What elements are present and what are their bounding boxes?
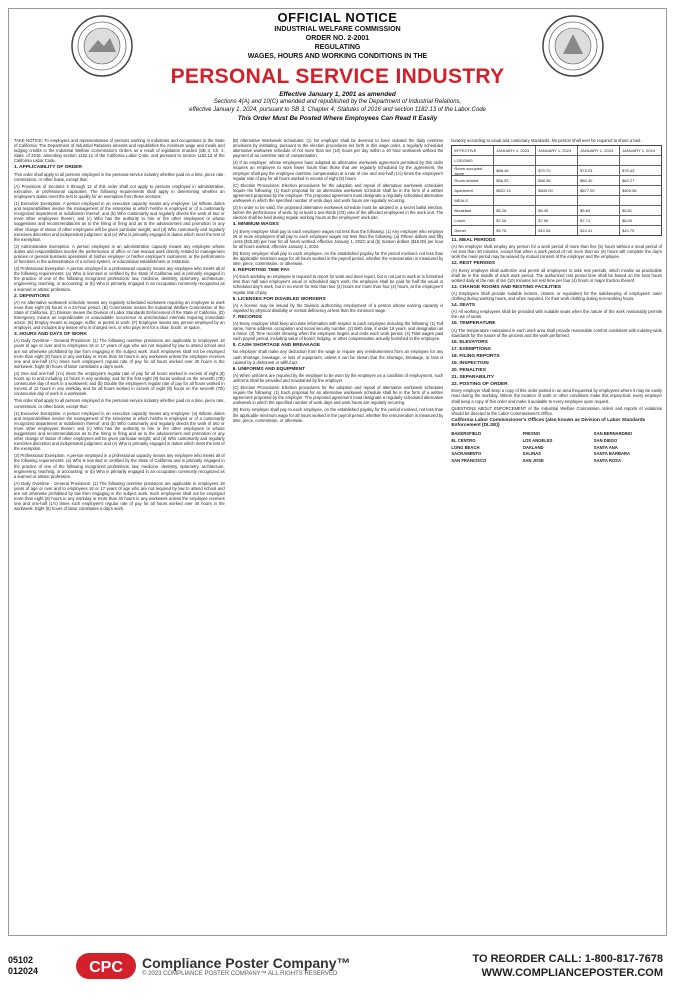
table-cell: $56.53: [494, 176, 536, 185]
table-header-cell: JANUARY 1, 2023: [578, 146, 620, 155]
table-cell: Room shared: [452, 176, 494, 185]
table-cell: $70.70: [536, 166, 578, 175]
table-cell: $58.38: [536, 176, 578, 185]
table-cell: $10.08: [536, 226, 578, 235]
posting-notice: This Order Must Be Posted Where Employees Can Read It Easily: [237, 115, 438, 122]
reorder-phone: TO REORDER CALL: 1-800-817-7678: [472, 953, 663, 965]
paragraph: (A) When uniforms are required by the employer to be worn by the employee as a condition of employment, such uniforms shall be provided and maintained by the employer.: [232, 372, 444, 383]
body-columns: [14, 138, 662, 928]
poster-footer: [8, 940, 667, 992]
section-heading: 5. REPORTING TIME PAY: [232, 268, 290, 274]
cpc-logo: [76, 951, 351, 981]
office-name: BAKERSFIELD: [451, 431, 482, 436]
table-cell: $7.74: [578, 216, 620, 225]
table-cell: [536, 196, 578, 205]
copyright-text: © 2023 COMPLIANCE POSTER COMPANY™ ALL RIGHTS RESERVED: [142, 971, 338, 977]
industry-title: PERSONAL SERVICE INDUSTRY: [170, 65, 505, 88]
paragraph: (1) Executive Exemption. A person employed in an executive capacity means any employee: (a) Whose duties and responsibilities involve the management of the enterprise in which he/she is employed or of a customarily recognized department or subdivision thereof; and (b) Who customarily and regularly directs the work of two or more other employees therein; and (c) Who has the authority to hire or fire other employees or whose suggestions and recommendations as to the hiring or firing and as to the advancement and promotion or any other change of status of other employees will be given particular weight; and (d) Who customarily and regularly exercises discretion and independent judgment; and (e) Who is primarily engaged in duties which meet the test of the exemption.: [14, 410, 225, 452]
section-heading: 13. CHANGE ROOMS AND RESTING FACILITIES: [451, 284, 561, 290]
paragraph: (C) Election Procedures: Election procedures for the adoption and repeal of alternative workweek schedules require the following: (1) Each proposal for an alternative workweek schedule shall be in the form of a written agreement proposed by the employer. The proposed agreement must designate a regularly scheduled alternative workweek in which the specified number of work days and work hours are regularly recurring.: [232, 385, 444, 406]
paragraph: (A) Provisions of Sections 3 through 12 of this order shall not apply to persons employed in administrative, executive, or professional capacities. The following requirements shall apply in determining whether an employee's duties meet the test to qualify for an exemption from those sections:: [14, 183, 225, 199]
offices-list: [451, 430, 662, 464]
paragraph: (A) Every employer shall pay to each employee wages not less than the following: (1) Any employer who employs 26 or more employees shall pay to each employee wages not less than the following: (a) Fifteen dollars and fifty cents ($15.50) per hour for all hours worked, effective January 1, 2023; and (b) Sixteen dollars ($16.00) per hour for all hours worked, effective January 1, 2024.: [232, 228, 444, 249]
table-row: [452, 206, 661, 216]
amendment-line-1: Sections 4(A) and 10(C) amended and republished by the Department of Industrial Relations,: [213, 99, 462, 105]
paragraph: (B) Alternative Workweek Schedules: (1) No employer shall be deemed to have violated the daily overtime provisions by instituting, pursuant to the election procedures set forth in this wage order, a regularly scheduled alternative workweek schedule of not more than ten (10) hours per day within a 40 hour workweek without the payment of an overtime rate of compensation.: [232, 138, 444, 159]
table-cell: $7.50: [536, 216, 578, 225]
paragraph: (2) If an employer, whose employees have adopted an alternative workweek agreement permitted by this order requires an employee to work fewer hours than those that are regularly scheduled by the agreement, the employer shall pay the employee overtime compensation at a rate of one and one-half (1½) times the employee's regular rate of pay for all hours worked in excess of eight (8) hours.: [232, 160, 444, 181]
table-cell: [620, 156, 661, 165]
table-cell: $62.27: [622, 178, 635, 184]
paragraph: (A) Every employer shall keep accurate information with respect to each employee including the following: (1) Full name, home address, occupation and social security number. (2) Birth date, if under 18 years, and designation as a minor. (3) Time records showing when the employee begins and ends each work period. (4) Total wages paid each payroll period, including value of board, lodging, or other compensation actually furnished to the employee.: [232, 321, 444, 342]
section-heading: 11. MEAL PERIODS: [451, 238, 496, 244]
offices-column: [451, 430, 519, 464]
paragraph: (3) Professional Exemption. A person employed in a professional capacity means any employee who meets all of the following requirements: (a) Who is licensed or certified by the State of California and is primarily engaged in the practice of one of the following recognized professions: law, medicine, dentistry, optometry, architecture, engineering, teaching, or accounting; or (b) Who is primarily engaged in an occupation commonly recognized as a learned or artistic profession.: [14, 266, 225, 292]
paragraph: (A) Daily Overtime - General Provisions: (1) The following overtime provisions are applicable to employees 18 years of age or over and to employees 16 or 17 years of age who are not required by law to attend school and are not otherwise prohibited by law from engaging in the subject work. Such employees shall not be employed more than eight (8) hours in any workday or more than 40 hours in any workweek unless the employee receives one and one-half (1½) times such employee's regular rate of pay for all hours worked over 40 hours in the workweek. Eight (8) hours of labor constitutes a day's work.: [14, 338, 225, 369]
table-cell: [578, 196, 620, 205]
table-cell: [494, 156, 536, 165]
poster-header: [0, 10, 675, 122]
paragraph: (B) Every employer shall pay to each employee, on the established payday for the period involved, not less than the applicable minimum wage for all hours worked in the payroll period, whether the remuneration is measured by time, piece, commission, or otherwise.: [232, 250, 444, 267]
paragraph: (A) No employer shall employ any person for a work period of more than five (5) hours without a meal period of not less than 30 minutes, except that when a work period of not more than six (6) hours will complete the day's work the meal period may be waived by mutual consent of the employer and the employee.: [451, 244, 663, 260]
table-cell: $5.28: [494, 206, 536, 215]
table-header-cell: JANUARY 1, 2024: [536, 146, 578, 155]
brand-block: [142, 955, 351, 977]
office-name: SAN JOSE: [522, 458, 544, 464]
table-cell: Dinner: [452, 226, 494, 235]
table-cell: $877.00: [578, 186, 620, 195]
product-code: 05102: [8, 955, 34, 965]
paragraph: This order shall apply to all persons employed in the personal service industry whether paid on a time, piece rate, commission, or other basis, except that:: [14, 171, 225, 182]
office-name: SAN BERNARDINO: [593, 431, 633, 436]
table-cell: Breakfast: [452, 206, 494, 215]
paragraph: (1) Executive Exemption. A person employed in an executive capacity means any employee: (a) Whose duties and responsibilities involve the management of the enterprise in which he/she is employed or of a customarily recognized department or subdivision thereof; and (b) Who customarily and regularly directs the work of two or more other employees therein; and (c) Who has the authority to hire or fire other employees or whose suggestions and recommendations as to the hiring or firing and as to the advancement and promotion or any other change of status of other employees will be given particular weight; and (d) Who customarily and regularly exercises discretion and independent judgment; and (e) Who is primarily engaged in duties which meet the test of the exemption.: [14, 201, 225, 242]
table-cell: $75.43: [622, 168, 635, 174]
logo-text: CPC: [89, 959, 123, 976]
table-row: [452, 176, 661, 186]
paragraph: Every employer shall keep a copy of this order posted in an area frequented by employees where it may be easily read during the workday. Where the location of work or other conditions make this impractical, every employer shall keep a copy of this order and make it available to every employee upon request.: [451, 388, 663, 404]
office-name: SAN DIEGO: [593, 437, 618, 443]
section-heading: 19. INSPECTION: [451, 360, 489, 366]
paragraph: (A) An alternative workweek schedule means any regularly scheduled workweek requiring an employee to work more than eight (8) hours in a 24-hour period. (B) Commission means the Industrial Welfare Commission of the State of California. (C) Division means the Division of Labor Standards Enforcement of the State of California. (D) Emergency means an unpredictable or unavoidable occurrence at unscheduled intervals requiring immediate action. (E) Employ means to engage, suffer, or permit to work. (F) Employee means any person employed by an employer, and includes any lessee who is charged rent, or who pays rent for a chair, booth, or space.: [14, 299, 225, 331]
table-cell: Room occupied alone: [452, 166, 494, 175]
office-name: FRESNO: [522, 431, 541, 436]
paragraph: This order shall apply to all persons employed in the personal service industry whether paid on a time, piece rate, commission, or other basis, except that:: [14, 398, 225, 409]
paragraph: No employer shall make any deduction from the wage or require any reimbursement from an employee for any cash shortage, breakage, or loss of equipment, unless it can be shown that the shortage, breakage, or loss is caused by a dishonest or willful act.: [232, 349, 444, 365]
office-name: SALINAS: [522, 451, 541, 457]
table-row: [452, 196, 661, 206]
product-codes: [8, 955, 68, 977]
section-heading: 6. LICENSES FOR DISABLED WORKERS: [232, 296, 326, 302]
table-cell: $905.56: [622, 188, 637, 194]
table-header-cell: EFFECTIVE: [452, 146, 494, 155]
section-heading: 15. TEMPERATURE: [451, 321, 496, 327]
table-cell: $68.48: [494, 166, 536, 175]
amendment-line-2: effective January 1, 2024, pursuant to SB 3, Chapter 4, Statutes of 2016 and section 1182.13 of the Labor Code: [189, 107, 486, 113]
offices-column: [594, 430, 662, 464]
office-name: OAKLAND: [522, 444, 544, 450]
table-header-row: [452, 146, 661, 156]
table-cell: Lunch: [452, 216, 494, 225]
office-name: SANTA BARBARA: [593, 451, 631, 457]
section-heading: 2. DEFINITIONS: [14, 293, 50, 299]
section-heading: 18. FILING REPORTS: [451, 353, 500, 359]
paragraph: (A) Every employer shall authorize and permit all employees to take rest periods, which insofar as practicable shall be in the middle of each work period. The authorized rest period time shall be based on the total hours worked daily at the rate of ten (10) minutes net rest time per four (4) hours or major fraction thereof.: [451, 267, 663, 283]
table-cell: $7.26: [494, 216, 536, 225]
section-heading: 9. UNIFORMS AND EQUIPMENT: [232, 366, 305, 372]
revision-code: 012024: [8, 966, 39, 976]
offices-heading: California Labor Commissioner's Offices (also known as Division of Labor Standards Enforcement (DLSE)): [451, 417, 646, 428]
table-row: [452, 166, 661, 176]
section-heading: 4. MINIMUM WAGES: [232, 222, 279, 228]
paragraph: (A) A license may be issued by the Division authorizing employment of a person whose earning capacity is impaired by physical disability or mental deficiency at less than the minimum wage.: [232, 302, 444, 313]
office-name: LONG BEACH: [451, 444, 480, 450]
table-cell: LODGING: [452, 156, 494, 165]
table-cell: $10.41: [578, 226, 620, 235]
section-heading: 22. POSTING OF ORDER: [451, 382, 508, 388]
paragraph: (A) Daily Overtime - General Provisions: (1) The following overtime provisions are applicable to employees 18 years of age or over and to employees 16 or 17 years of age who are not required by law to attend school and are not otherwise prohibited by law from engaging in the subject work. Such employees shall not be employed more than eight (8) hours in any workday or more than 40 hours in any workweek unless the employee receives one and one-half (1½) times such employee's regular rate of pay for all hours worked over 40 hours in the workweek. Eight (8) hours of labor constitutes a day's work.: [14, 480, 225, 512]
office-name: SANTA ROSA: [593, 458, 621, 464]
paragraph: (A) Each workday an employee is required to report for work and does report, but is not put to work or is furnished less than half said employee's usual or scheduled day's work, the employee shall be paid for half the usual or scheduled day's work, but in no event for less than two (2) hours nor more than four (4) hours, at the employee's regular rate of pay.: [232, 274, 444, 295]
paragraph: (3) Professional Exemption. A person employed in a professional capacity means any employee who meets all of the following requirements: (a) Who is licensed or certified by the State of California and is primarily engaged in the practice of one of the following recognized professions: law, medicine, dentistry, optometry, architecture, engineering, teaching, or accounting; or (b) Who is primarily engaged in an occupation commonly recognized as a learned or artistic profession.: [14, 453, 225, 479]
section-heading: 12. REST PERIODS: [451, 261, 496, 267]
table-cell: $73.03: [578, 166, 620, 175]
table-row: [452, 226, 661, 235]
office-name: SANTA ANA: [593, 444, 618, 450]
effective-date: Effective January 1, 2001 as amended: [279, 91, 396, 98]
table-cell: [620, 196, 661, 205]
paragraph: (A) Employers shall provide suitable lockers, closets, or equivalent for the safekeeping of employees' outer clothing during working hours, and when required, for their work clothing during non-working hours.: [451, 290, 663, 302]
table-cell: $60.30: [578, 176, 620, 185]
table-cell: $5.63: [578, 206, 620, 215]
office-name: SACRAMENTO: [451, 451, 482, 457]
table-cell: $10.75: [622, 228, 635, 234]
table-cell: $8.00: [622, 218, 633, 224]
order-number: ORDER NO. 2-2001: [305, 35, 370, 42]
table-cell: $822.15: [494, 186, 536, 195]
commission-name: INDUSTRIAL WELFARE COMMISSION: [274, 26, 401, 33]
section-heading: 14. SEATS: [451, 303, 475, 309]
table-cell: $5.45: [536, 206, 578, 215]
table-cell: $849.00: [536, 186, 578, 195]
column-2: [233, 138, 444, 928]
section-heading: 1. APPLICABILITY OF ORDER: [14, 165, 82, 171]
table-row: [452, 186, 661, 196]
paragraph: (a) One and one-half (1½) times the employee's regular rate of pay for all hours worked in excess of eight (8) hours up to and including 12 hours in any workday, and for the first eight (8) hours worked on the seventh (7th) consecutive day of work in a workweek; and (b) Double the employee's regular rate of pay for all hours worked in excess of 12 hours in any workday and for all hours worked in excess of eight (8) hours on the seventh (7th) consecutive day of work in a workweek.: [14, 370, 225, 397]
section-heading: 16. ELEVATORS: [451, 339, 488, 345]
paragraph: (A) The temperature maintained in each work area shall provide reasonable comfort consistent with industry-wide standards for the nature of the process and the work performed.: [451, 327, 663, 338]
section-heading: 3. HOURS AND DAYS OF WORK: [14, 332, 87, 338]
section-heading: 7. RECORDS: [232, 314, 262, 320]
table-cell: [494, 196, 536, 205]
official-notice-title: OFFICIAL NOTICE: [277, 10, 398, 25]
paragraph: lavatory according to usual and customary standards. No person shall ever be required to share a bed.: [451, 138, 642, 143]
table-cell: Apartment: [452, 186, 494, 195]
table-cell: [578, 156, 620, 165]
paragraph: (B) Every employer shall pay to each employee, on the established payday for the period involved, not less than the applicable minimum wage for all hours worked in the payroll period, whether the remuneration is measured by time, piece, commission, or otherwise.: [232, 407, 444, 423]
offices-column: [523, 430, 591, 464]
paragraph: (A) All working employees shall be provided with suitable seats when the nature of the work reasonably permits the use of seats.: [451, 309, 663, 320]
table-header-cell: JANUARY 1, 2023: [494, 146, 536, 155]
regulating-label: REGULATING: [314, 44, 361, 51]
questions-paragraph: QUESTIONS ABOUT ENFORCEMENT of the Industrial Welfare Commission orders and reports of violations should be directed to the Labor Commissioner's Office.: [451, 405, 663, 416]
office-name: SAN FRANCISCO: [451, 458, 487, 464]
brand-name: Compliance Poster Company™: [142, 955, 351, 971]
intro-paragraph: TAKE NOTICE: To employers and representatives of persons working in industries and occupations in the State of California: The Department of Industrial Relations amends and republishes the minimum wage and meals and lodging credits in the Industrial Welfare Commission's Orders as a result of legislation enacted (SB 3, Ch. 4, Stats. of 2016, amending section 1182.12 of the California Labor Code, and pursuant to section 1182.13 of the California Labor Code.: [14, 138, 225, 164]
website-url: WWW.COMPLIANCEPOSTER.COM: [481, 967, 663, 979]
paragraph: (2) Administrative Exemption. A person employed in an administrative capacity means any employee whose duties and responsibilities involve the performance of office or non-manual work directly related to management policies or general business operations of his/her employer or his/her employer's customers; or the performance of functions in the administration of a school system, or educational establishment or institution.: [14, 243, 225, 265]
section-heading: 17. EXEMPTIONS: [451, 346, 491, 352]
office-name: EL CENTRO: [451, 437, 476, 443]
cpc-logo-icon: [76, 951, 136, 981]
table-row: [452, 216, 661, 226]
table-cell: $9.76: [494, 226, 536, 235]
reorder-block: [472, 952, 667, 980]
meals-lodging-table: [451, 145, 662, 236]
section-heading: 8. CASH SHORTAGE AND BREAKAGE: [232, 343, 321, 349]
column-3: [451, 138, 662, 928]
table-cell: $5.81: [622, 208, 633, 214]
section-heading: 21. SEPARABILITY: [451, 375, 495, 381]
column-1: [14, 138, 225, 928]
section-heading: 20. PENALTIES: [451, 368, 486, 374]
table-header-cell: JANUARY 1, 2024: [622, 148, 656, 154]
wages-line: WAGES, HOURS AND WORKING CONDITIONS IN THE: [247, 53, 428, 60]
table-cell: MEALS: [452, 196, 494, 205]
table-cell: [536, 156, 578, 165]
office-name: LOS ANGELES: [522, 437, 553, 443]
paragraph: (C) Election Procedures: Election procedures for the adoption and repeal of alternative workweek schedules require the following: (1) Each proposal for an alternative workweek schedule shall be in the form of a written agreement proposed by the employer. The proposed agreement must designate a regularly scheduled alternative workweek in which the specified number of work days and work hours are regularly recurring.: [232, 182, 444, 204]
paragraph: (2) In order to be valid, the proposed alternative workweek schedule must be adopted in a secret ballot election, before the performance of work, by at least a two-thirds (2/3) vote of the affected employees in the work unit. The election shall be held during regular working hours at the employees' work site.: [232, 205, 444, 221]
